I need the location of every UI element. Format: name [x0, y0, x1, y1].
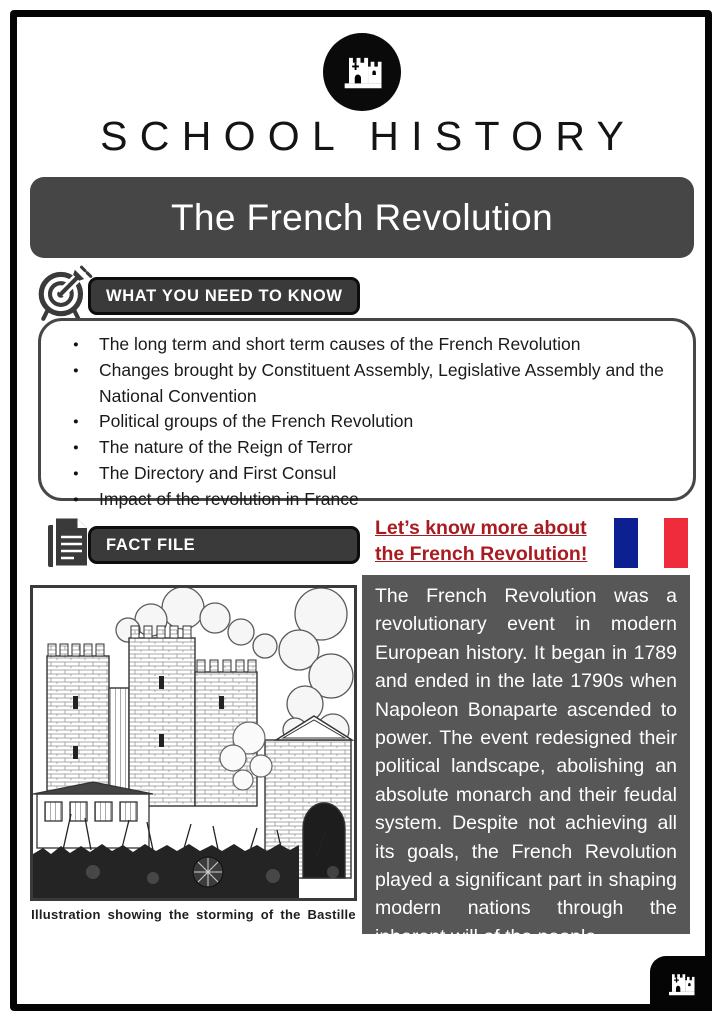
- french-flag: [614, 518, 688, 568]
- illustration-caption: Illustration showing the storming of the Bastille: [31, 907, 356, 922]
- castle-icon: [663, 966, 699, 1002]
- target-dart-icon: [34, 261, 96, 325]
- factfile-paragraph: The French Revolution was a revolutionary event in modern European history. It began in 1789 and ended in the late 1790s when Napoleon Bonaparte ascended to power. The event redesigned their political landscape, abolishing an absolute monarch and their feudal system. Despite not achieving all its goals, the French Revolution played a significant part in shaping modern nations through the inherent will of the people.: [362, 575, 690, 934]
- flag-blue-stripe: [614, 518, 638, 568]
- list-item: ● Political groups of the French Revolution: [71, 409, 669, 435]
- know-points-box: [38, 318, 696, 509]
- section-label-know: [88, 277, 360, 315]
- list-item: ● Impact of the revolution in France: [71, 487, 669, 513]
- factfile-heading: Let’s know more about the French Revolution!: [375, 517, 588, 565]
- document-stack-icon: [44, 513, 94, 571]
- castle-icon: [336, 46, 388, 98]
- list-item: ● Changes brought by Constituent Assembly, Legislative Assembly and the National Convention: [71, 358, 669, 410]
- title-banner: [30, 177, 694, 258]
- corner-logo-badge: [650, 956, 712, 1011]
- page-title: The French Revolution: [170, 196, 554, 238]
- flag-red-stripe: [664, 518, 688, 568]
- section-label-factfile: [88, 526, 360, 564]
- list-item: ● The Directory and First Consul: [71, 461, 669, 487]
- section-label-know-text: WHAT YOU NEED TO KNOW: [106, 286, 343, 305]
- flag-white-stripe: [638, 518, 664, 568]
- know-points-list: [71, 332, 669, 513]
- school-history-logo: [323, 33, 401, 111]
- bastille-illustration: [30, 585, 357, 901]
- brand-name: SCHOOL HISTORY: [100, 113, 637, 159]
- list-item: ● The long term and short term causes of the French Revolution: [71, 332, 669, 358]
- section-label-factfile-text: FACT FILE: [106, 535, 196, 554]
- list-item: ● The nature of the Reign of Terror: [71, 435, 669, 461]
